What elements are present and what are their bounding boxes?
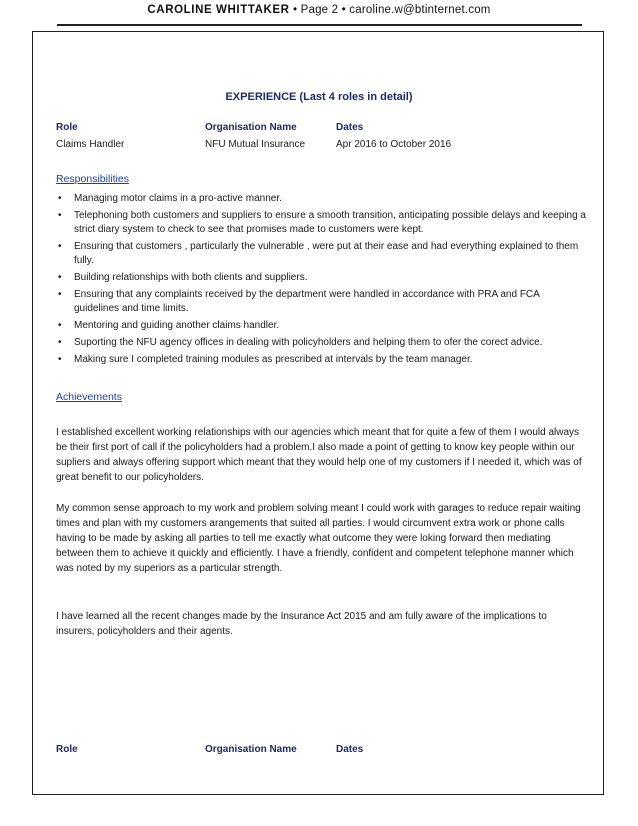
list-item: • Making sure I completed training modules as prescribed at intervals by the team manager. <box>58 354 473 365</box>
bullet-icon: • <box>58 210 62 221</box>
header-divider <box>57 24 582 26</box>
list-item: • Mentoring and guiding another claims handler. <box>58 320 280 331</box>
bullet-icon: • <box>58 320 62 331</box>
col-head-role: Role <box>56 122 78 133</box>
bullet-icon: • <box>58 193 62 204</box>
list-item: • Telephoning both customers and suppliers to ensure a smooth transition, anticipating possible delays and keeping a strict diary system to check to see that promises made to customers were kept. <box>58 210 586 235</box>
dates-value: Apr 2016 to October 2016 <box>336 139 452 150</box>
bullet-icon: • <box>58 241 62 252</box>
col-head-dates: Dates <box>336 122 364 133</box>
achievements-heading: Achievements <box>56 391 122 403</box>
candidate-name: CAROLINE WHITTAKER <box>147 4 290 16</box>
col-head-organisation: Organisation Name <box>205 122 297 133</box>
achievement-paragraph-2: My common sense approach to my work and problem solving meant I could work with garages to reduce repair waiting times and plan with my customers arangements that suited all parties. I would circumvent extra work or phone calls having to be made by asking all parties to tell me exactly what outcome they were loking forward then mediating between them to achieve it quickly and efficiently. I have a friendly, confident and competent telephone manner which was noted by my superiors as a particular strength. <box>56 503 581 574</box>
responsibilities-heading: Responsibilities <box>56 173 129 185</box>
list-item: • Managing motor claims in a pro-active manner. <box>58 193 282 204</box>
bullet-icon: • <box>58 354 62 365</box>
bullet-icon: • <box>58 272 62 283</box>
col-head-organisation-bottom: Organisation Name <box>205 744 297 755</box>
role-value: Claims Handler <box>56 139 125 150</box>
list-item: • Ensuring that any complaints received by the department were handled in accordance with PRA and FCA guidelines and time limits. <box>58 289 540 314</box>
col-head-role-bottom: Role <box>56 744 78 755</box>
header-details: • Page 2 • caroline.w@btinternet.com <box>289 4 491 16</box>
bullet-icon: • <box>58 289 62 300</box>
page-header <box>0 4 638 16</box>
list-item: • Suporting the NFU agency offices in dealing with policyholders and helping them to ofer the corect advice. <box>58 337 543 348</box>
organisation-value: NFU Mutual Insurance <box>205 139 306 150</box>
achievement-paragraph-1: I established excellent working relationships with our agencies which meant that for quite a few of them I would always be their first port of call if the policyholders had a problem.I also made a point of getting to know key people within our supliers and always offering support which meant that they would help one of my customers if I needed it, which was of great benefit to our policyholders. <box>56 427 582 483</box>
list-item: • Ensuring that customers , particularly the vulnerable , were put at their ease and had everything explained to them fully. <box>58 241 579 266</box>
responsibilities-list <box>56 192 586 370</box>
list-item: • Building relationships with both clients and suppliers. <box>58 272 308 283</box>
col-head-dates-bottom: Dates <box>336 744 364 755</box>
achievement-paragraph-3: I have learned all the recent changes made by the Insurance Act 2015 and am fully aware of the implications to insurers, policyholders and their agents. <box>56 611 547 637</box>
section-title: EXPERIENCE (Last 4 roles in detail) <box>225 91 413 103</box>
bullet-icon: • <box>58 337 62 348</box>
